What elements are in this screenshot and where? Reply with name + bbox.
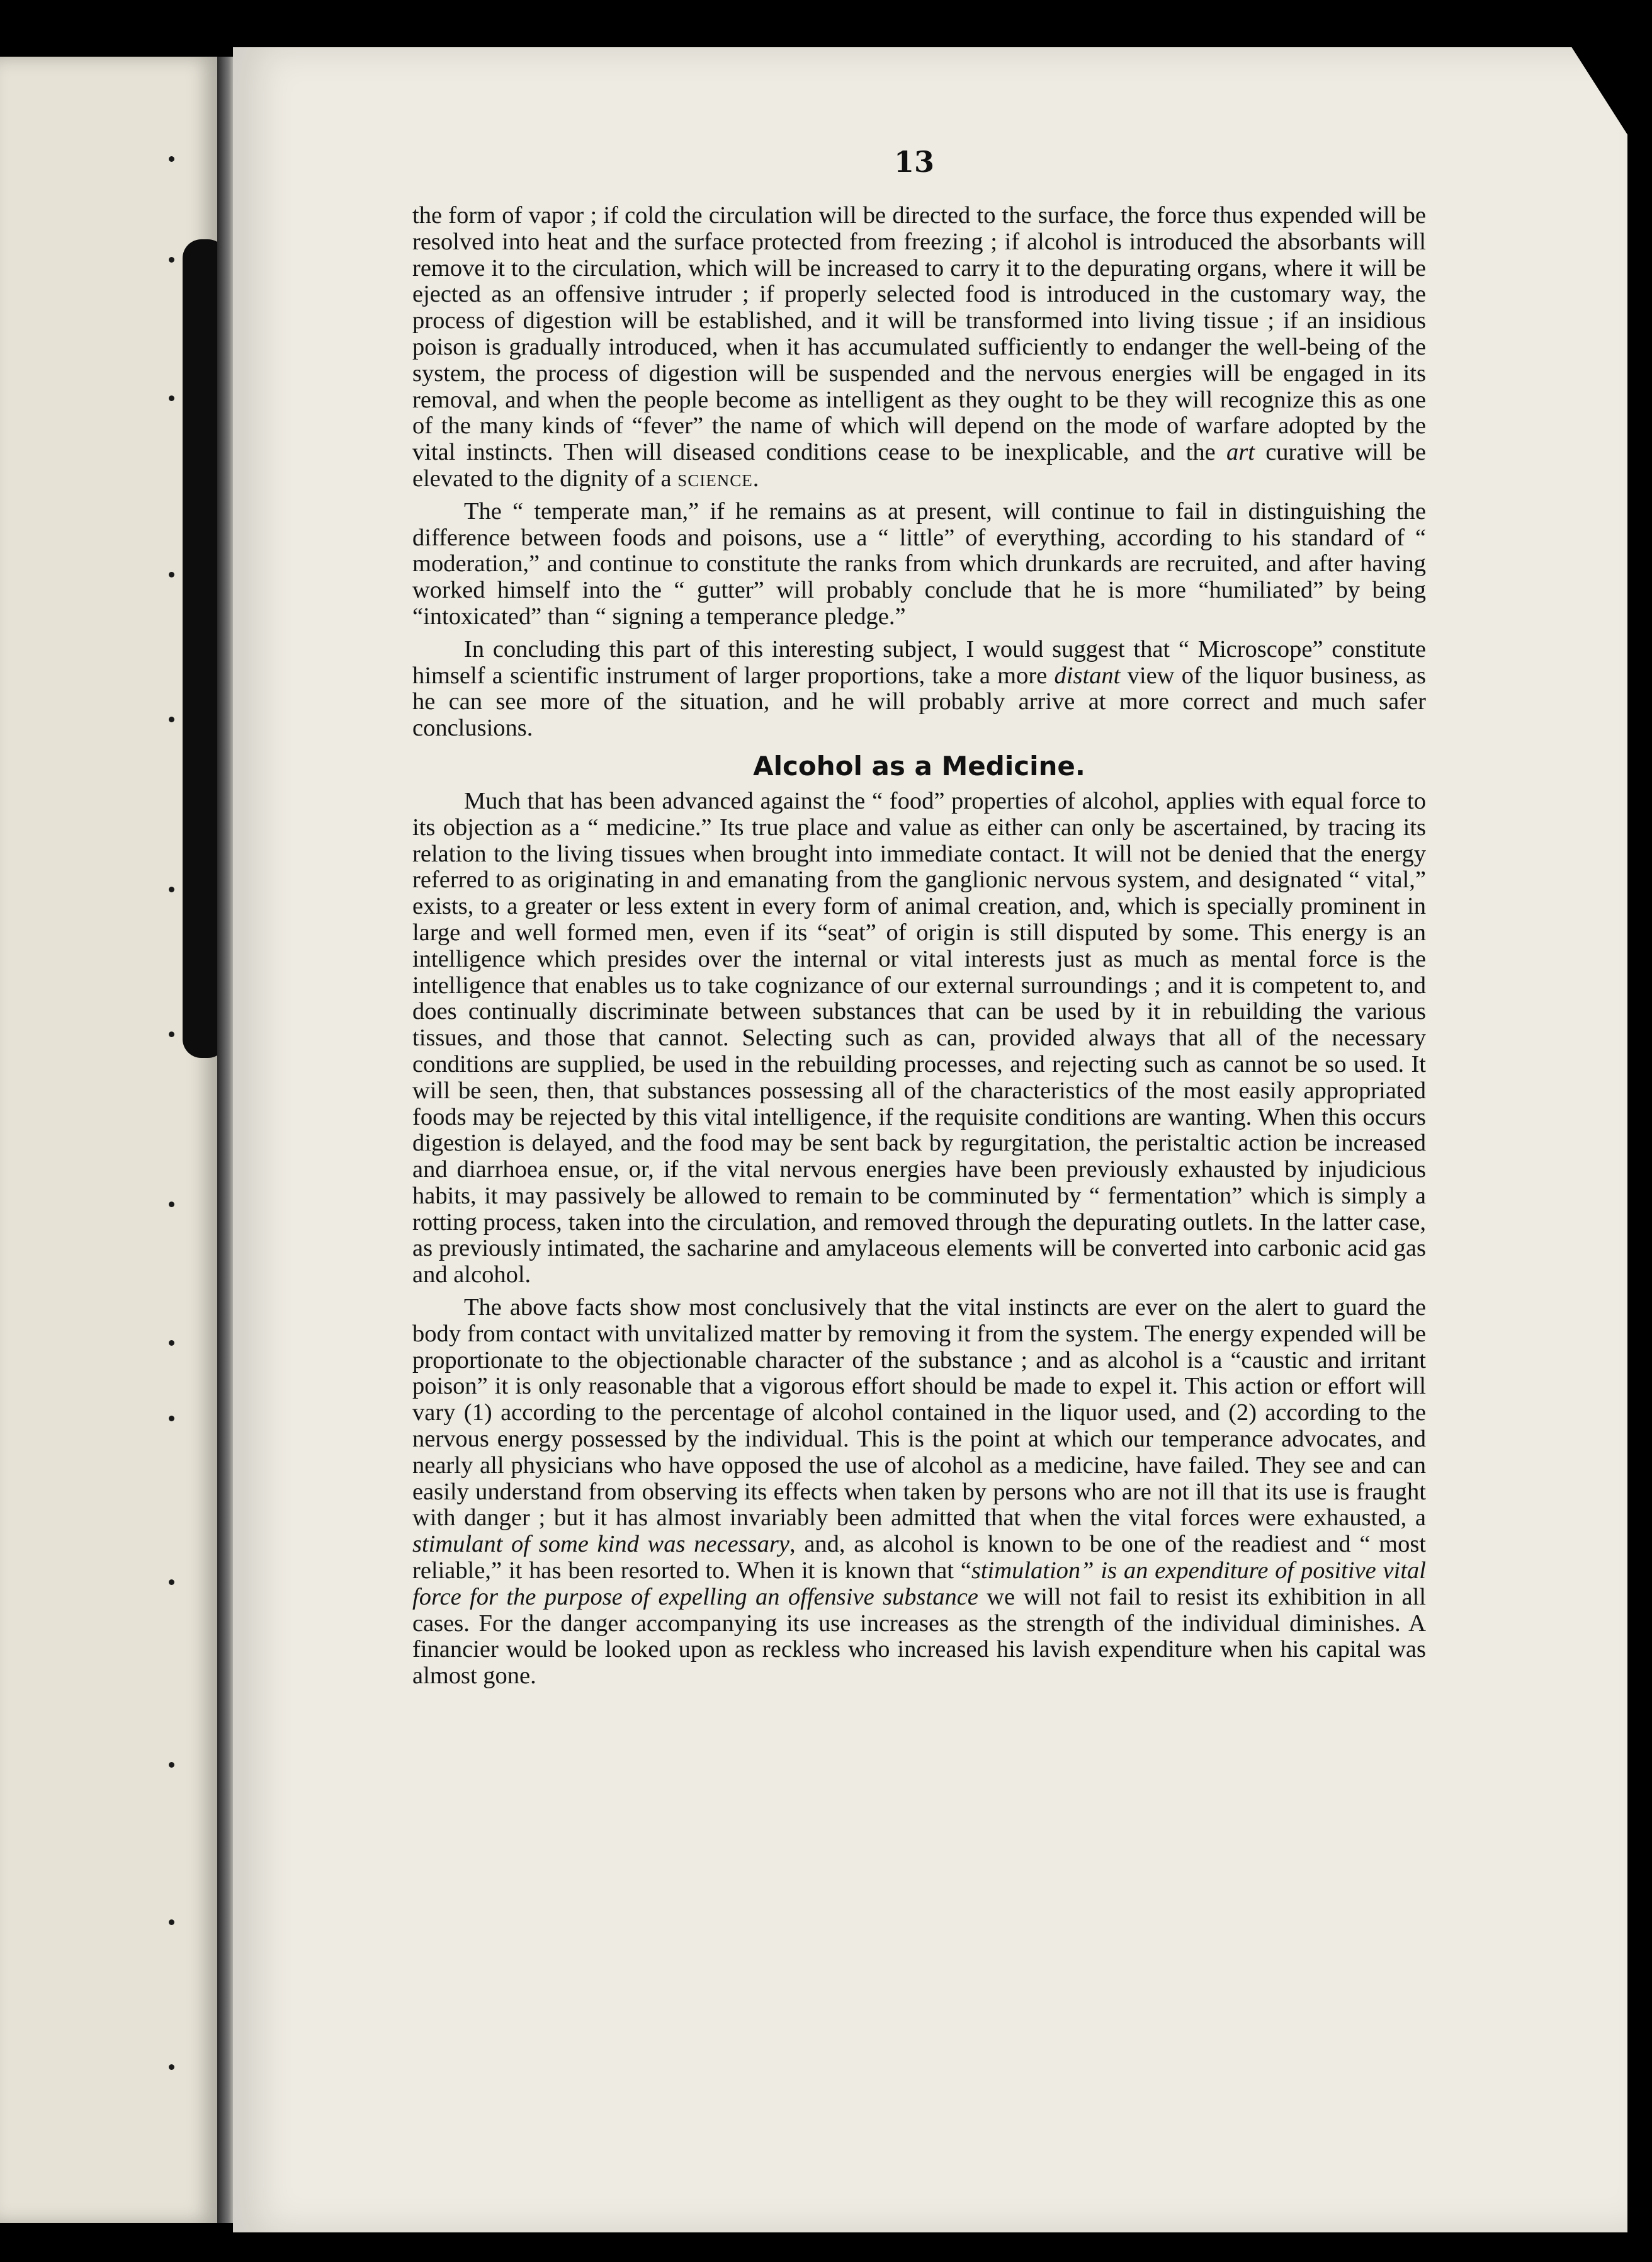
text-run: The “ temperate man,” if he remains as at present, will continue to fail in distinguishing the difference between foods and poisons, use a “ little” of everything, according to his standard of “ moderation,” and continue to constitute the ranks from which drunkards are recruited, and after having worked himself into the “ gutter” will probably conclude that he is more “humiliated” by being “intoxicated” than “ signing a temperance pledge.” xyxy=(412,497,1426,630)
margin-mark xyxy=(169,572,174,577)
margin-mark xyxy=(169,1416,174,1421)
paragraph xyxy=(412,499,1426,630)
margin-mark xyxy=(169,1340,174,1346)
text-run: . xyxy=(752,465,759,492)
page-number: 13 xyxy=(894,145,935,179)
body-text xyxy=(412,203,1426,1690)
margin-mark xyxy=(169,2064,174,2070)
text-run: view of the liquor business, as he can see more of the situation, and he will probably arrive at more correct and much safer conclusions. xyxy=(412,662,1426,742)
section-text xyxy=(412,203,1426,742)
margin-mark xyxy=(169,1202,174,1207)
paragraph xyxy=(412,203,1426,492)
paragraph xyxy=(412,637,1426,742)
text-run: curative will be elevated to the dignity of a xyxy=(412,439,1426,492)
margin-mark xyxy=(169,717,174,722)
text-run: stimulant of some kind was necessary xyxy=(412,1531,789,1558)
text-run: The above facts show most conclusively that the vital instincts are ever on the alert to guard the body from contact with unvitalized matter by removing it from the system. The energy expended will be proportionate to the objectionable character of the substance ; and as alcohol is a “caustic and irritant poison” it is only reasonable that a vigorous effort should be made to expel it. This action or effort will vary (1) according to the percentage of alcohol contained in the liquor used, and (2) according to the nervous energy possessed by the individual. This is the point at which our temperance advocates, and nearly all physicians who have opposed the use of alcohol as a medicine, have failed. They see and can easily understand from observing its effects when taken by persons who are not ill that its use is fraught with danger ; but it has almost invariably been admitted that when the vital forces were exhausted, a xyxy=(412,1294,1426,1532)
text-run: , and, as alcohol is known to be one of the readiest and “ most reliable,” it has been resorted to. When it is known that “ xyxy=(412,1531,1426,1584)
text-run: In concluding this part of this interesting subject, I would suggest that “ Microscope” constitute himself a scientific instrument of larger proportions, take a more xyxy=(412,635,1426,689)
paragraph xyxy=(412,1295,1426,1690)
margin-mark xyxy=(169,395,174,401)
text-run: Much that has been advanced against the “ food” properties of alcohol, applies with equal force to its objection as a “ medicine.” Its true place and value as either can only be ascertained, by tracing its relation to the living tissues when brought into immediate contact. It will not be denied that the energy referred to as originating in and emanating from the ganglionic nervous system, and designated “ vital,” exists, to a greater or less extent in every form of animal creation, and, which is specially prominent in large and well formed men, even if its “seat” of origin is still disputed by some. This energy is an intelligence which presides over the internal or vital interests just as much as mental force is the intelligence that enables us to take cognizance of our external surroundings ; and it is competent to, and does continually discriminate between substances that can be used by it in rebuilding the various tissues, and those that cannot. Selecting such as can, provided always that all of the necessary conditions are supplied, be used in the rebuilding processes, and rejecting such as cannot be so used. It will be seen, then, that substances possessing all of the characteristics of the most easily appropriated foods may be rejected by this vital intelligence, if the requisite conditions are wanting. When this occurs digestion is delayed, and the food may be sent back by regurgitation, the peristaltic action be increased and diarrhoea ensue, or, if the vital nervous energies have been previously exhausted by injudicious habits, it may passively be allowed to remain to be comminuted by “ fermentation” which is simply a rotting process, taken into the circulation, and removed through the depurating outlets. In the latter case, as previously intimated, the sacharine and amylaceous elements will be converted into carbonic acid gas and alcohol. xyxy=(412,787,1426,1288)
text-run: the form of vapor ; if cold the circulation will be directed to the surface, the force thus expended will be resolved into heat and the surface protected from freezing ; if alcohol is introduced the absorbants will remove it to the circulation, which will be increased to carry it to the depurating organs, where it will be ejected as an offensive intruder ; if properly selected food is introduced in the customary way, the process of digestion will be established, and it will be transformed into living tissue ; if an insidious poison is gradually introduced, when it has accumulated sufficiently to endanger the well-being of the system, the process of digestion will be suspended and the nervous energies will be engaged in its removal, and when the people become as intelligent as they ought to be they will recognize this as one of the many kinds of “fever” the name of which will depend on the mode of warfare adopted by the vital instincts. Then will diseased conditions cease to be inexplicable, and the xyxy=(412,202,1426,466)
margin-mark xyxy=(169,1919,174,1925)
text-run: distant xyxy=(1054,662,1121,689)
margin-mark xyxy=(169,887,174,892)
margin-mark xyxy=(169,257,174,263)
paragraph xyxy=(412,788,1426,1288)
margin-mark xyxy=(169,1762,174,1768)
text-run: stimulation” is an expenditure of positive vital force for the purpose of expelling an offensive substance xyxy=(412,1557,1426,1610)
section-heading: Alcohol as a Medicine. xyxy=(753,750,1085,781)
text-run: art xyxy=(1226,439,1255,466)
section-text xyxy=(412,788,1426,1690)
text-run: we will not fail to resist its exhibition in all cases. For the danger accompanying its use increases as the strength of the individual diminishes. A financier would be looked upon as reckless who increased his lavish expenditure when his capital was almost gone. xyxy=(412,1583,1426,1690)
margin-mark xyxy=(169,1032,174,1037)
text-run: science xyxy=(677,465,753,492)
margin-mark xyxy=(169,1579,174,1585)
margin-mark xyxy=(169,156,174,162)
